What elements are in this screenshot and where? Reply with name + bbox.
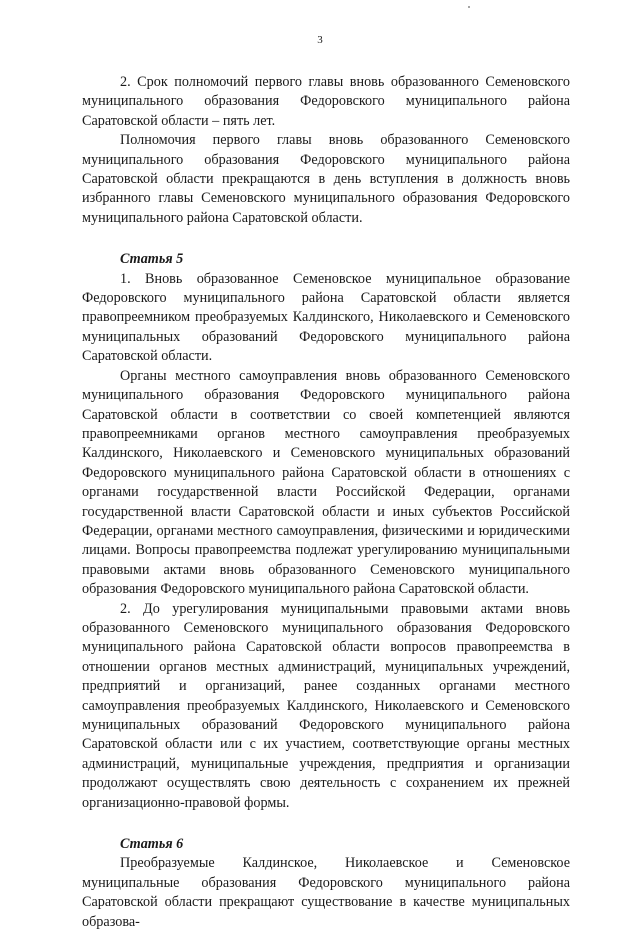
paragraph: Полномочия первого главы вновь образованного Семеновского муниципального образования Федоровского муниципального района Саратовской области прекращаются в день вступления в должность вновь избранного главы Семеновского муниципального образования Федоровского муниципального района Саратовской области.	[82, 132, 570, 226]
scan-speck	[468, 6, 470, 8]
article-5	[82, 250, 570, 813]
paragraph: 2. Срок полномочий первого главы вновь образованного Семеновского муниципального образования Федоровского муниципального района Саратовской области – пять лет.	[82, 74, 570, 129]
article-6	[82, 835, 570, 932]
paragraph: Преобразуемые Калдинское, Николаевское и Семеновское муниципальные образования Федоровского муниципального района Саратовской области прекращают существование в качестве муниципальных образова-	[82, 855, 570, 930]
intro-block	[82, 73, 570, 228]
document-body	[82, 73, 570, 932]
paragraph: 2. До урегулирования муниципальными правовыми актами вновь образованного Семеновского муниципального образования Федоровского муниципального района Саратовской области вопросов правопреемства в отношении органов местных администраций, муниципальных учреждений, предприятий и организаций, ранее созданных органами местного самоуправления преобразуемых Калдинского, Николаевского и Семеновского муниципальных образований Федоровского муниципального района Саратовской области или с их участием, соответствующие органы местных администраций, муниципальные учреждения, предприятия и организации продолжают осуществлять свою деятельность с сохранением их прежней организационно-правовой формы.	[82, 600, 570, 811]
article-heading: Статья 5	[120, 251, 184, 268]
paragraph: Органы местного самоуправления вновь образованного Семеновского муниципального образования Федоровского муниципального района Саратовской области в соответствии со своей компетенцией являются правопреемниками органов местного самоуправления преобразуемых Калдинского, Николаевского и Семеновского муниципальных образований Федоровского муниципального района Саратовской области в отношениях с органами государственной власти Российской Федерации, органами государственной власти Саратовской области и иных субъектов Российской Федерации, органами местного самоуправления, физическими и юридическими лицами. Вопросы правопреемства подлежат урегулированию муниципальными правовыми актами вновь образованного Семеновского муниципального образования Федоровского муниципального района Саратовской области.	[82, 367, 570, 598]
article-heading: Статья 6	[120, 836, 184, 853]
paragraph: 1. Вновь образованное Семеновское муниципальное образование Федоровского муниципального района Саратовской области является правопреемником преобразуемых Калдинского, Николаевского и Семеновского муниципальных образований Федоровского муниципального района Саратовской области.	[82, 270, 570, 365]
page-number: 3	[317, 34, 323, 46]
